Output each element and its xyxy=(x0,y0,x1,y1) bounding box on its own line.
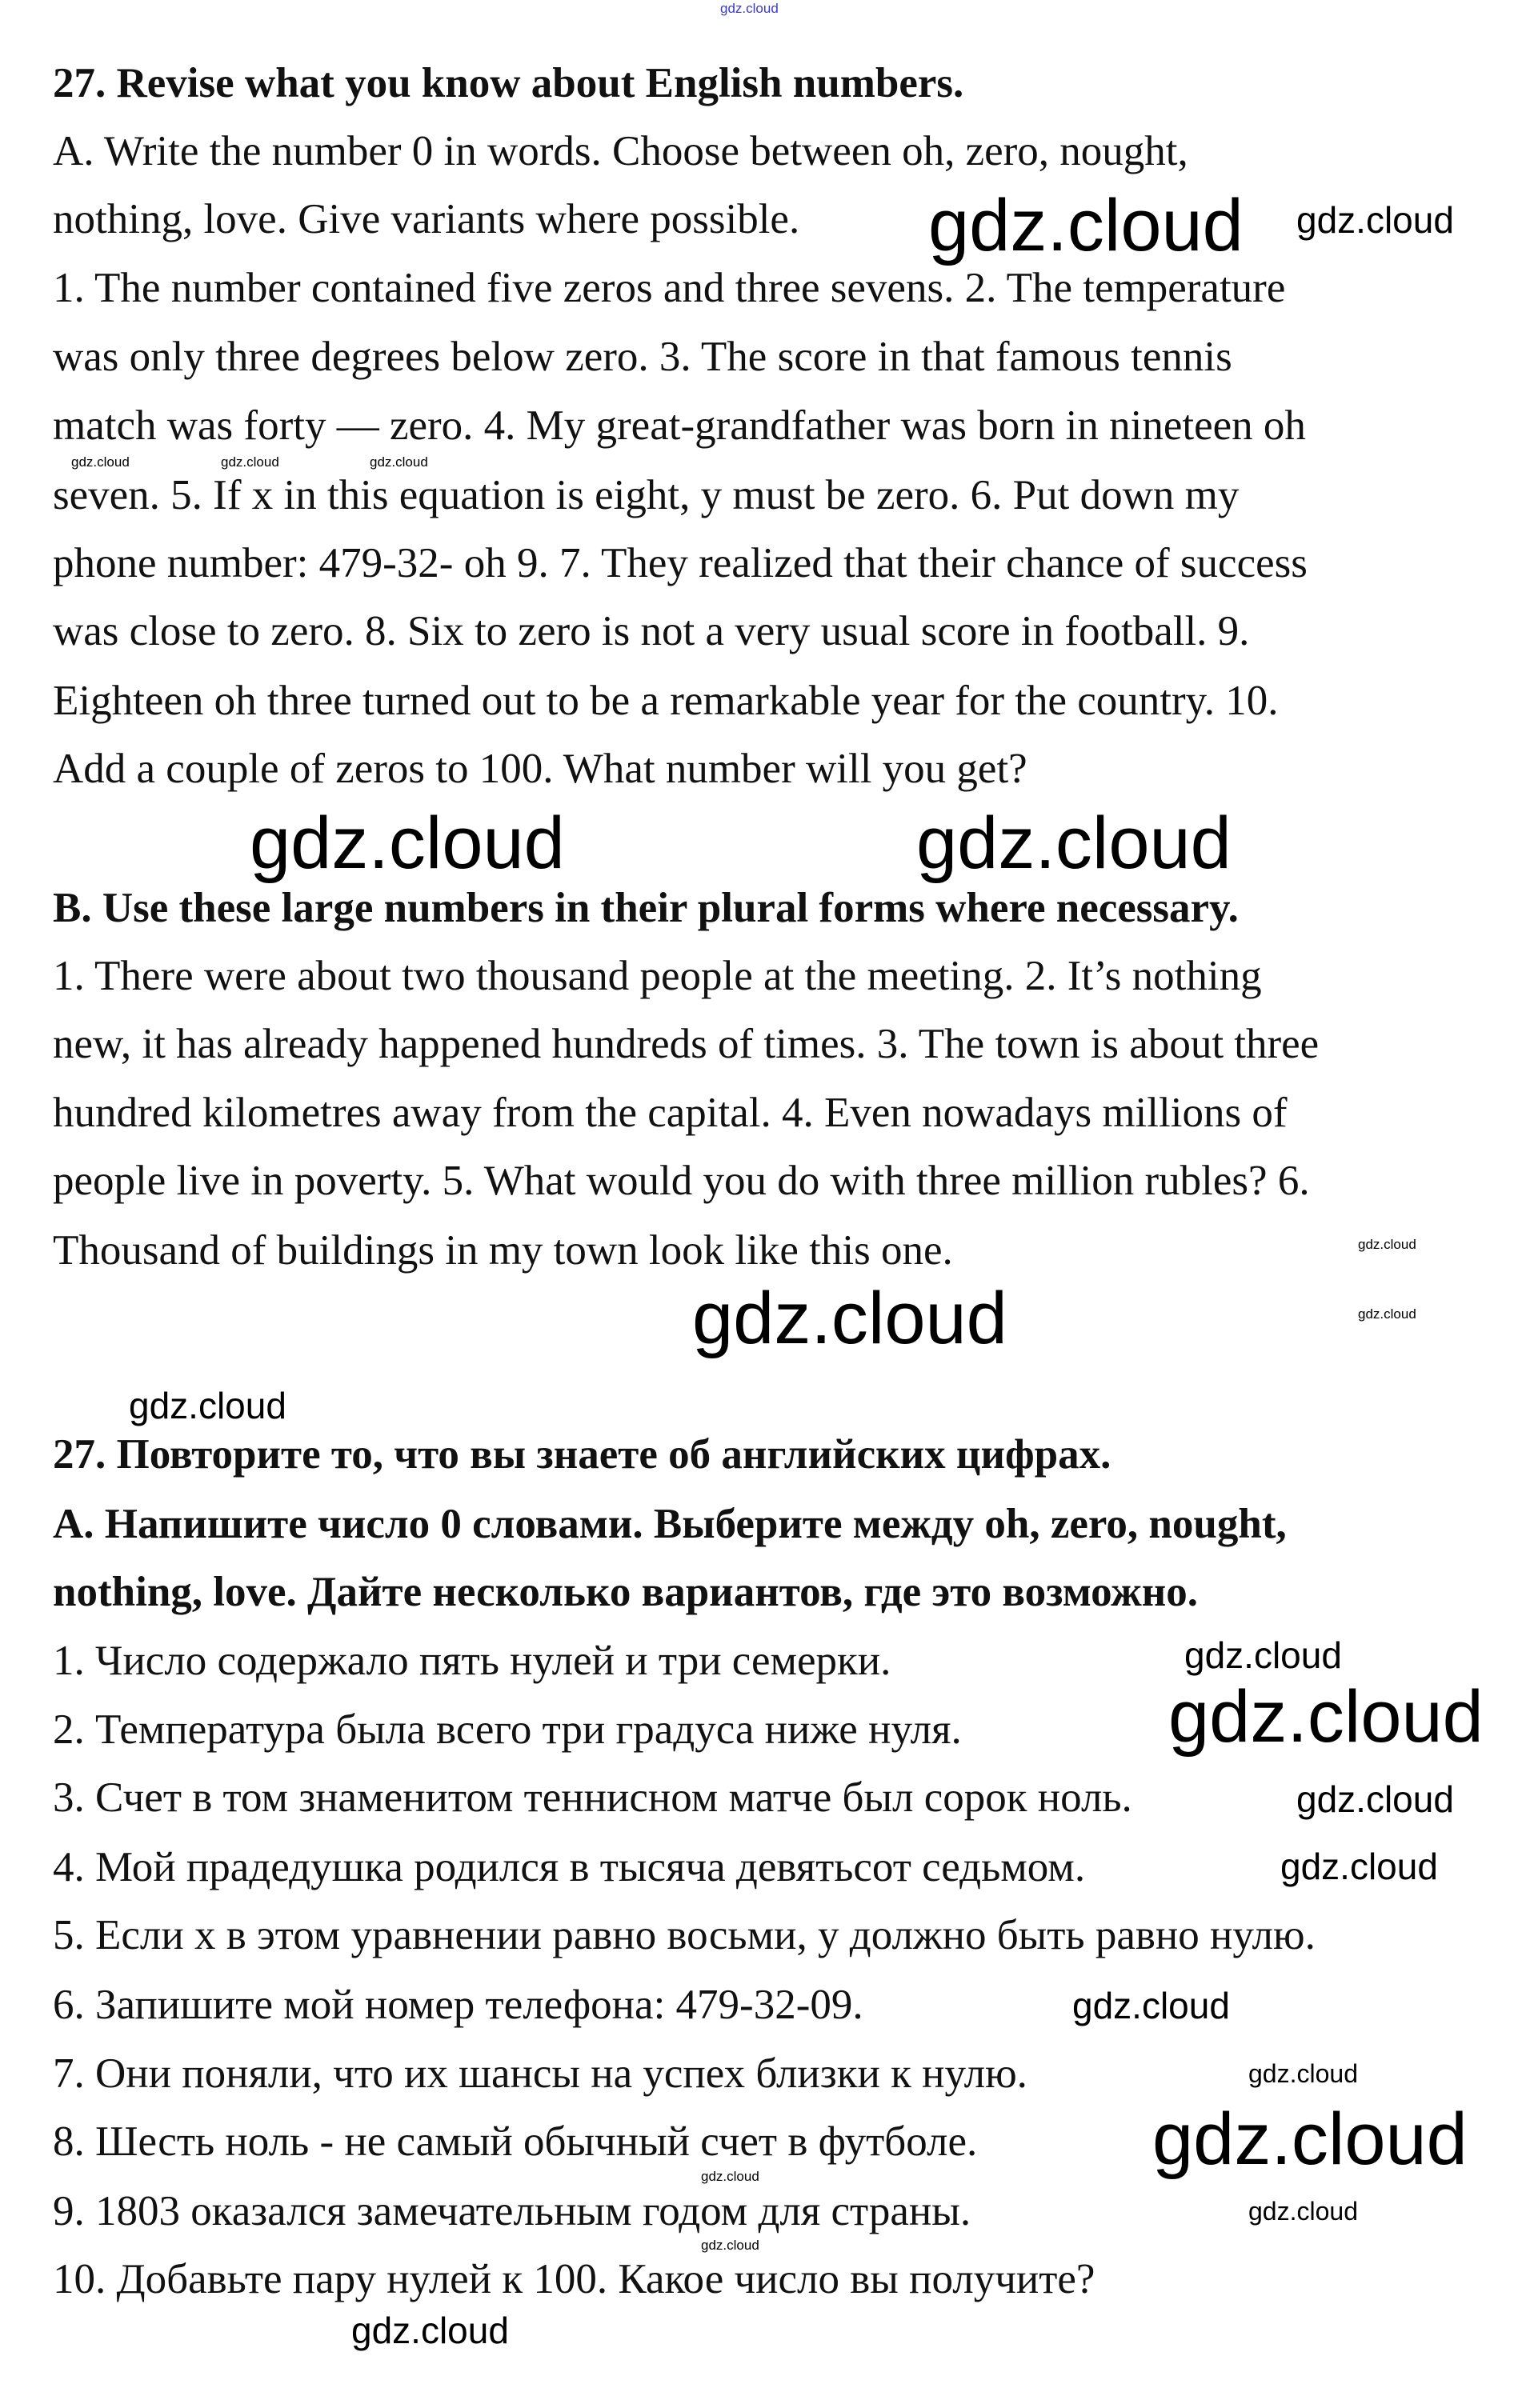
section-a-title-ru: nothing, love. Дайте несколько вариантов, где это возможно. xyxy=(53,1569,1198,1615)
watermark: gdz.cloud xyxy=(692,1278,1007,1359)
watermark: gdz.cloud xyxy=(250,802,565,884)
watermark: gdz.cloud xyxy=(351,2310,509,2351)
text-line: 4. Мой прадедушка родился в тысяча девятьсот седьмом. xyxy=(53,1844,1086,1890)
text-line: A. Write the number 0 in words. Choose between oh, zero, nought, xyxy=(53,128,1188,174)
exercise-title: 27. Revise what you know about English numbers. xyxy=(53,60,964,106)
section-b-title: B. Use these large numbers in their plural forms where necessary. xyxy=(53,885,1239,931)
text-line: 3. Счет в том знаменитом теннисном матче был сорок ноль. xyxy=(53,1774,1132,1821)
text-line: was close to zero. 8. Six to zero is not a very usual score in football. 9. xyxy=(53,608,1250,654)
watermark: gdz.cloud xyxy=(1296,199,1454,241)
text-line: phone number: 479-32- oh 9. 7. They realized that their chance of success xyxy=(53,540,1308,586)
watermark: gdz.cloud xyxy=(370,454,428,470)
text-line: 6. Запишите мой номер телефона: 479-32-09. xyxy=(53,1982,863,2028)
text-line: hundred kilometres away from the capital. 4. Even nowadays millions of xyxy=(53,1090,1288,1136)
text-line: 1. The number contained five zeros and three sevens. 2. The temperature xyxy=(53,265,1286,311)
text-line: Add a couple of zeros to 100. What number will you get? xyxy=(53,746,1027,792)
text-line: 1. There were about two thousand people at the meeting. 2. It’s nothing xyxy=(53,953,1262,999)
watermark: gdz.cloud xyxy=(221,454,279,470)
text-line: nothing, love. Give variants where possible. xyxy=(53,196,800,242)
watermark: gdz.cloud xyxy=(928,185,1244,266)
watermark: gdz.cloud xyxy=(1248,2059,1358,2088)
watermark: gdz.cloud xyxy=(71,454,130,470)
text-line: 2. Температура была всего три градуса ниже нуля. xyxy=(53,1706,962,1753)
watermark: gdz.cloud xyxy=(916,802,1232,884)
watermark: gdz.cloud xyxy=(129,1385,286,1426)
watermark: gdz.cloud xyxy=(1248,2197,1358,2226)
watermark: gdz.cloud xyxy=(701,2238,759,2253)
watermark: gdz.cloud xyxy=(1152,2098,1468,2180)
text-line: was only three degrees below zero. 3. The score in that famous tennis xyxy=(53,334,1232,380)
text-line: new, it has already happened hundreds of times. 3. The town is about three xyxy=(53,1021,1320,1067)
text-line: seven. 5. If x in this equation is eight, y must be zero. 6. Put down my xyxy=(53,472,1240,518)
text-line: 8. Шесть ноль - не самый обычный счет в футболе. xyxy=(53,2118,978,2165)
text-line: 1. Число содержало пять нулей и три семерки. xyxy=(53,1638,891,1684)
text-line: Eighteen oh three turned out to be a remarkable year for the country. 10. xyxy=(53,678,1279,724)
text-line: match was forty — zero. 4. My great-grandfather was born in nineteen oh xyxy=(53,402,1306,449)
text-line: 5. Если x в этом уравнении равно восьми, y должно быть равно нулю. xyxy=(53,1912,1316,1958)
exercise-title-ru: 27. Повторите то, что вы знаете об английских цифрах. xyxy=(53,1431,1111,1478)
watermark: gdz.cloud xyxy=(1358,1306,1416,1322)
text-line: Thousand of buildings in my town look like this one. xyxy=(53,1227,953,1274)
watermark: gdz.cloud xyxy=(701,2169,759,2184)
text-line: 9. 1803 оказался замечательным годом для страны. xyxy=(53,2188,971,2234)
text-line: 7. Они поняли, что их шансы на успех близки к нулю. xyxy=(53,2050,1027,2097)
watermark: gdz.cloud xyxy=(720,1,779,16)
watermark: gdz.cloud xyxy=(1280,1846,1438,1887)
text-line: 10. Добавьте пару нулей к 100. Какое число вы получите? xyxy=(53,2256,1095,2302)
section-a-title-ru: A. Напишите число 0 словами. Выберите между oh, zero, nought, xyxy=(53,1501,1287,1547)
watermark: gdz.cloud xyxy=(1072,1985,1230,2026)
text-line: people live in poverty. 5. What would you do with three million rubles? 6. xyxy=(53,1158,1310,1204)
watermark: gdz.cloud xyxy=(1358,1237,1416,1252)
watermark: gdz.cloud xyxy=(1296,1778,1454,1820)
watermark: gdz.cloud xyxy=(1168,1676,1484,1758)
watermark: gdz.cloud xyxy=(1184,1634,1342,1676)
